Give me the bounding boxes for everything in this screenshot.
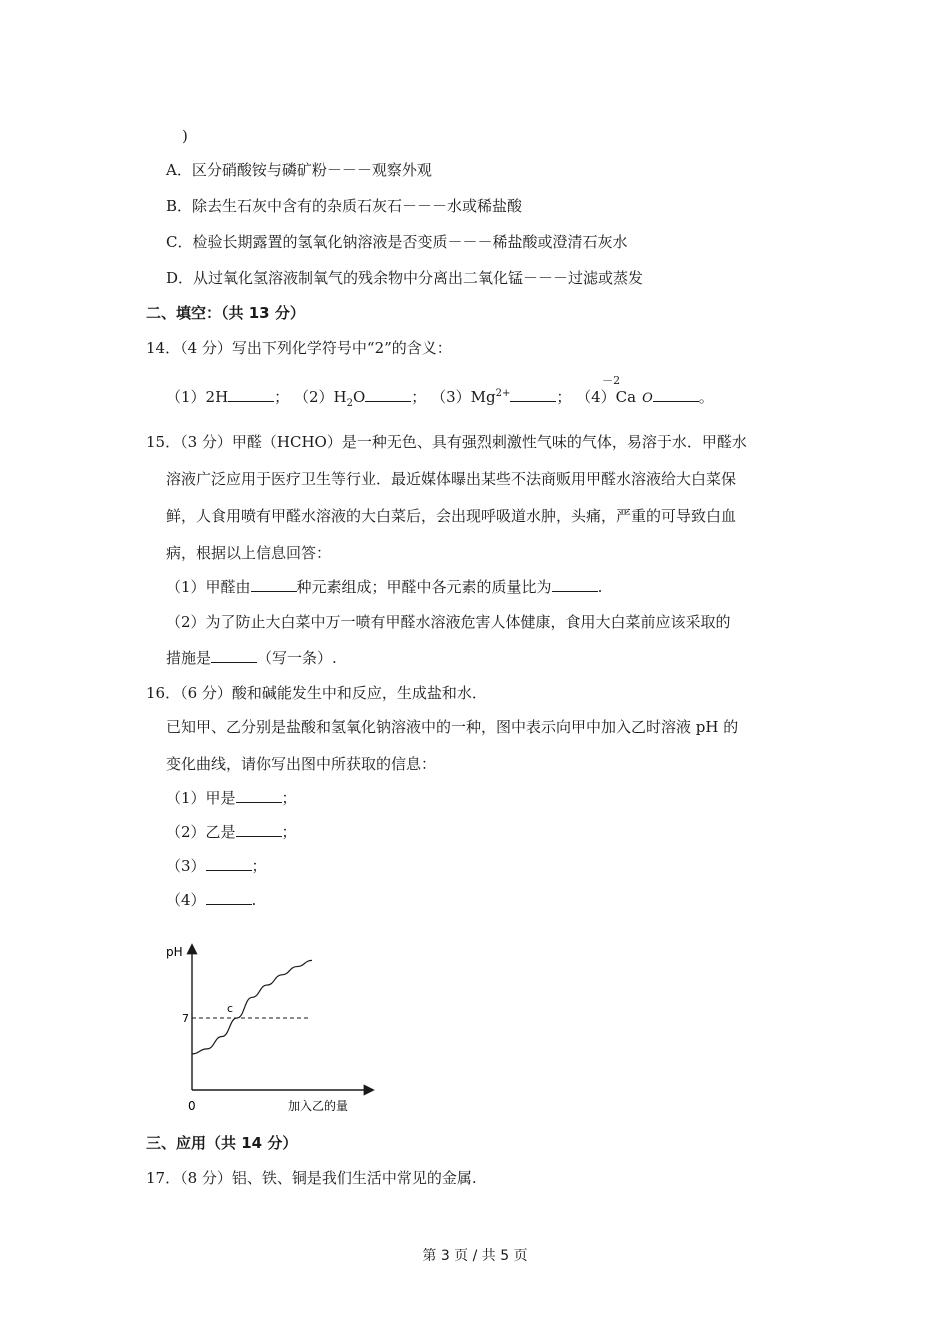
separator: ； [556,388,572,406]
answer-blank[interactable] [236,788,282,803]
option-d: D．从过氧化氢溶液制氧气的残余物中分离出二氧化锰－－－过滤或蒸发 [166,269,644,287]
text: ； [281,823,297,841]
question-15-line-2: 溶液广泛应用于医疗卫生等行业．最近媒体曝出某些不法商贩用甲醛水溶液给大白菜保 [166,470,737,488]
point-c-label: c [227,1002,234,1015]
section-2-title: 二、填空：（共 13 分） [146,304,305,322]
question-14-parts [166,374,714,414]
question-15-sub-2: （2）为了防止大白菜中万一喷有甲醛水溶液危害人体健康，食用大白菜前应该采取的 [166,613,731,631]
oxygen-symbol: O [352,388,366,406]
answer-blank[interactable] [211,648,257,663]
answer-blank[interactable] [206,890,252,905]
option-a: A．区分硝酸铵与磷矿粉－－－观察外观 [166,161,432,179]
text: 种元素组成；甲醛中各元素的质量比为 [296,578,552,596]
text: （1）甲是 [166,789,236,807]
question-13-paren: ) [182,127,188,145]
origin-label: 0 [188,1099,196,1113]
superscript: 2+ [495,388,511,399]
question-16-item-2 [166,822,297,842]
oxygen-symbol: O [642,391,653,406]
text: （1）甲醛由 [166,578,251,596]
text: （2）乙是 [166,823,236,841]
question-15-line-3: 鲜，人食用喷有甲醛水溶液的大白菜后，会出现呼吸道水肿，头痛，严重的可导致白血 [166,507,737,525]
answer-blank[interactable] [365,387,411,402]
separator: ； [411,388,427,406]
question-15-sub-2-cont [166,648,337,668]
text: （4） [166,891,206,909]
answer-blank[interactable] [236,822,282,837]
y-axis-label: pH [166,945,183,959]
answer-blank[interactable] [653,387,699,402]
question-14-stem: 14．（4 分）写出下列化学符号中“2”的含义： [146,339,452,357]
question-15-sub-1 [166,577,602,597]
answer-blank[interactable] [228,387,274,402]
question-16-item-4 [166,890,256,910]
page-footer: 第 3 页 / 共 5 页 [422,1248,528,1264]
question-16-line-3: 变化曲线，请你写出图中所获取的信息： [166,755,437,773]
question-16-line-1: 16．（6 分）酸和碱能发生中和反应，生成盐和水． [146,684,487,702]
question-15-line-4: 病，根据以上信息回答： [166,544,332,562]
q14-part-2: （2）H [293,388,347,406]
q14-part-4 [576,374,653,409]
text: （3） [166,857,206,875]
text: . [251,891,257,909]
period: 。 [698,388,714,406]
x-axis-label: 加入乙的量 [288,1099,349,1113]
question-16-line-2: 已知甲、乙分别是盐酸和氢氧化钠溶液中的一种，图中表示向甲中加入乙时溶液 pH 的 [166,718,739,736]
subscript: 2 [346,398,353,409]
question-17-stem: 17．（8 分）铝、铁、铜是我们生活中常见的金属. [146,1169,477,1187]
q14-part-3: （3）Mg [431,388,496,406]
section-3-title: 三、应用（共 14 分） [146,1134,298,1152]
calcium-label: （4）Ca [576,388,637,406]
question-16-item-1 [166,788,297,808]
ph-7-label: 7 [182,1012,189,1025]
option-c: C．检验长期露置的氢氧化钠溶液是否变质－－－稀盐酸或澄清石灰水 [166,233,628,251]
question-15-line-1: 15．（3 分）甲醛（HCHO）是一种无色、具有强烈刺激性气味的气体，易溶于水．甲醛水 [146,433,747,451]
question-16-item-3 [166,856,267,876]
answer-blank[interactable] [510,387,556,402]
answer-blank[interactable] [552,577,598,592]
ph-chart [160,938,390,1118]
answer-blank[interactable] [251,577,297,592]
text: ； [251,857,267,875]
ph-curve [192,960,312,1054]
text: ； [281,789,297,807]
text: 措施是 [166,649,212,667]
text: （写一条）. [257,649,337,667]
valence-charge: －2 [602,374,621,387]
text: . [597,578,603,596]
q14-part-1: （1）2H [166,388,229,406]
option-b: B．除去生石灰中含有的杂质石灰石－－－水或稀盐酸 [166,197,523,215]
separator: ； [274,388,290,406]
answer-blank[interactable] [206,856,252,871]
